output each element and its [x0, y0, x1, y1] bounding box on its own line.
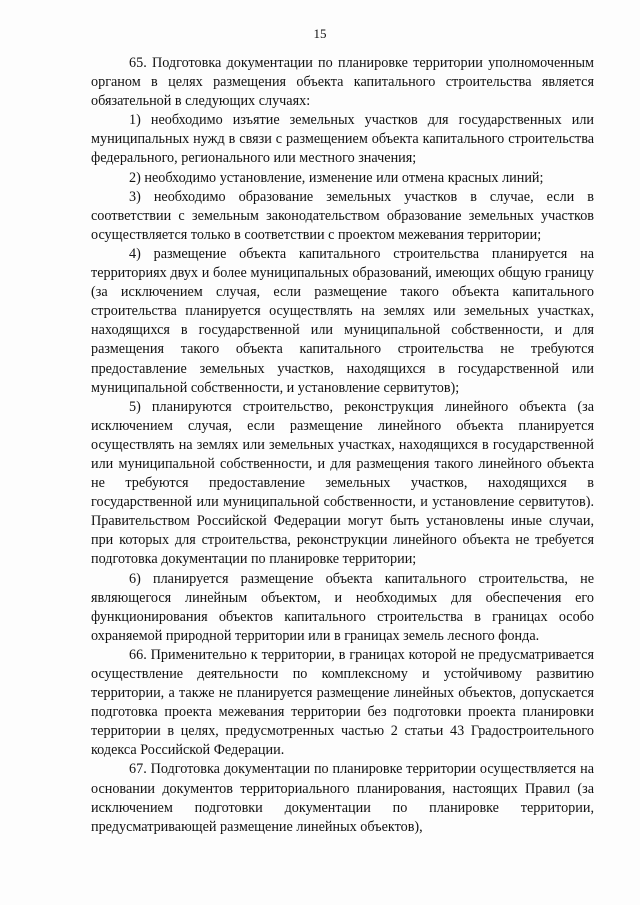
document-body	[91, 54, 594, 837]
paragraph-67: 67. Подготовка документации по планировке территории осуществляется на основании документов территориального планирования, настоящих Правил (за исключением подготовки документации по планировке территории, предусматривающей размещение линейных объектов),	[91, 761, 594, 835]
page-number: 15	[313, 26, 327, 41]
paragraph-65-item-3: 3) необходимо образование земельных участков в случае, если в соответствии с земельным законодательством образование земельных участков осуществляется только в соответствии с проектом межевания территории;	[91, 188, 594, 243]
paragraph-65-intro: 65. Подготовка документации по планировке территории уполномоченным органом в целях размещения объекта капитального строительства является обязательной в следующих случаях:	[91, 55, 594, 110]
paragraph-65-item-2: 2) необходимо установление, изменение или отмена красных линий;	[129, 169, 544, 186]
paragraph-65-item-4: 4) размещение объекта капитального строительства планируется на территориях двух и более муниципальных образований, имеющих общую границу (за исключением случая, если размещение такого объекта капитального строительства планируется осуществлять на землях или земельных участках, находящихся в государственной или муниципальной собственности, и для размещения такого объекта капитального строительства не требуются предоставление земельных участков, находящихся в государственной или муниципальной собственности, и установление сервитутов);	[91, 245, 594, 396]
paragraph-65-item-1: 1) необходимо изъятие земельных участков для государственных или муниципальных нужд в связи с размещением объекта капитального строительства федерального, регионального или местного значения;	[91, 112, 594, 167]
paragraph-65-item-6: 6) планируется размещение объекта капитального строительства, не являющегося линейным объектом, и необходимых для обеспечения его функционирования объектов капитального строительства в границах особо охраняемой природной территории или в границах земель лесного фонда.	[91, 570, 594, 644]
paragraph-65-item-5: 5) планируются строительство, реконструкция линейного объекта (за исключением случая, если размещение линейного объекта планируется осуществлять на землях или земельных участках, находящихся в государственной или муниципальной собственности, и для размещения такого линейного объекта не требуются предоставление земельных участков, находящихся в государственной или муниципальной собственности, и установление сервитутов). Правительством Российской Федерации могут быть установлены иные случаи, при которых для строительства, реконструкции линейного объекта не требуется подготовка документации по планировке территории;	[91, 398, 594, 568]
paragraph-66: 66. Применительно к территории, в границах которой не предусматривается осуществление деятельности по комплексному и устойчивому развитию территории, а также не планируется размещение линейных объектов, допускается подготовка проекта межевания территории без подготовки проекта планировки территории в целях, предусмотренных частью 2 статьи 43 Градостроительного кодекса Российской Федерации.	[91, 646, 594, 759]
